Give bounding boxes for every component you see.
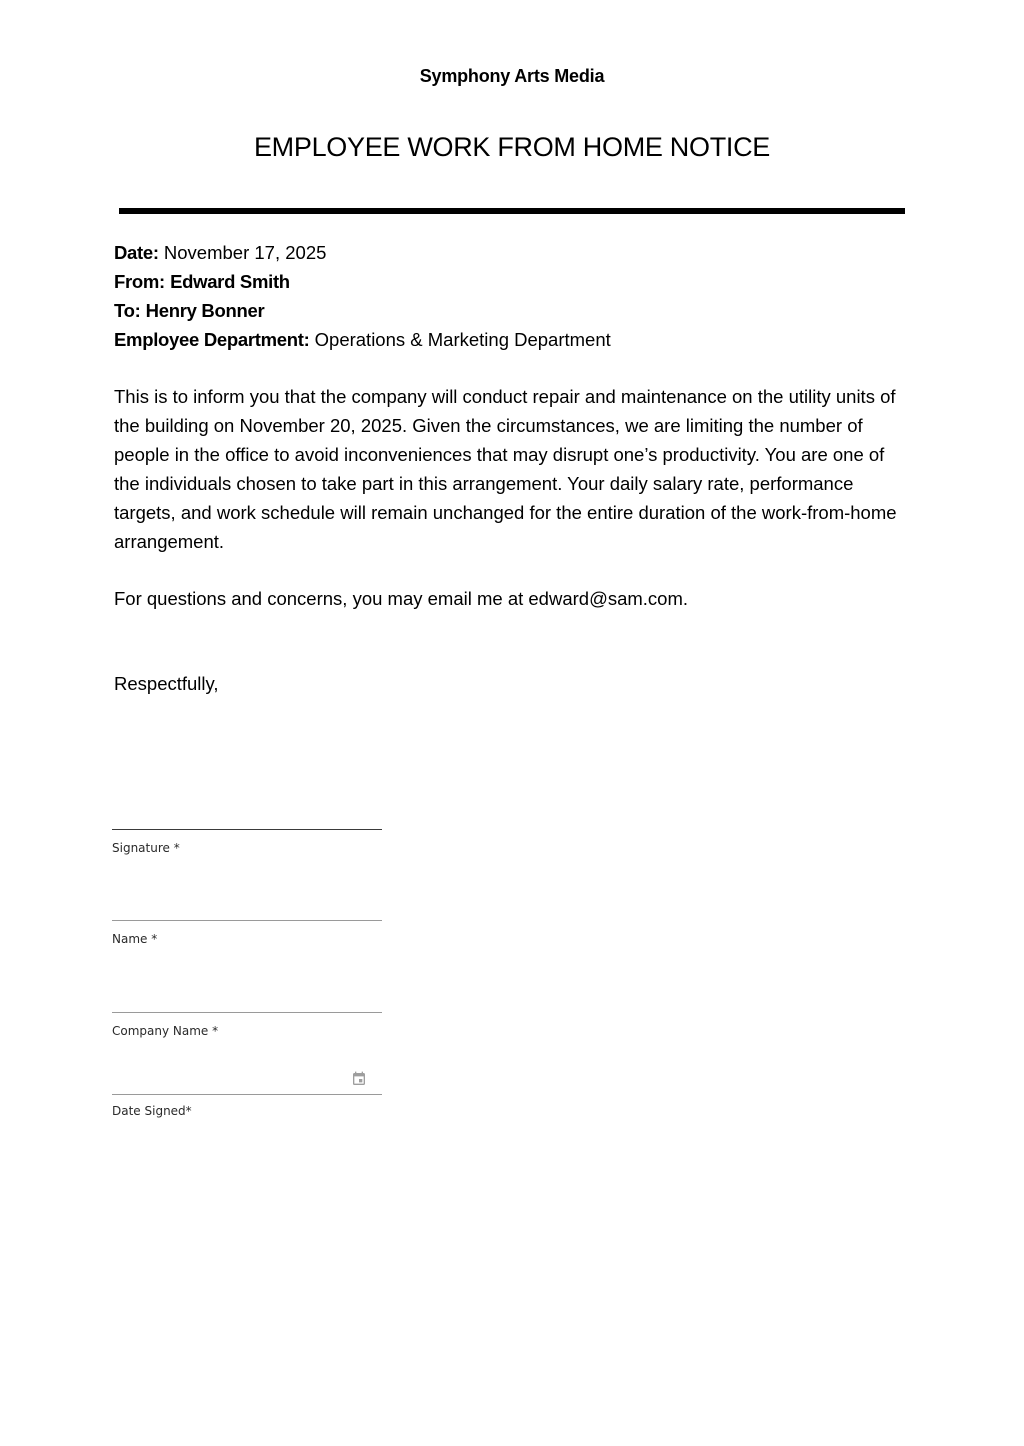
- date-value: November 17, 2025: [163, 242, 327, 263]
- calendar-icon[interactable]: [351, 1071, 367, 1087]
- date-signed-field[interactable]: [112, 1094, 382, 1095]
- name-field[interactable]: [112, 920, 382, 921]
- date-label: Date:: [114, 242, 159, 263]
- department-label: Employee Department:: [114, 329, 310, 350]
- company-name-label: Company Name *: [112, 1024, 219, 1038]
- notice-meta: [114, 238, 914, 354]
- closing-line: Respectfully,: [114, 673, 219, 694]
- company-name: Symphony Arts Media: [419, 66, 605, 86]
- to-value: Henry Bonner: [145, 300, 265, 321]
- name-label: Name *: [112, 932, 158, 946]
- department-value: Operations & Marketing Department: [314, 329, 611, 350]
- date-row: [114, 238, 914, 267]
- title-divider: [119, 208, 905, 214]
- signature-field[interactable]: [112, 829, 382, 830]
- from-value: Edward Smith: [170, 271, 290, 292]
- to-label: To:: [114, 300, 141, 321]
- body-paragraph-2: For questions and concerns, you may email me at edward@sam.com.: [114, 588, 689, 609]
- department-row: [114, 325, 914, 354]
- signature-label: Signature *: [112, 841, 180, 855]
- company-name-field[interactable]: [112, 1012, 382, 1013]
- document-title: EMPLOYEE WORK FROM HOME NOTICE: [253, 132, 771, 162]
- from-row: [114, 267, 914, 296]
- body-paragraph-1: This is to inform you that the company will conduct repair and maintenance on the utility units of the building on November 20, 2025. Given the circumstances, we are limiting the number of people in the office to avoid inconveniences that may disrupt one’s productivity. You are one of the individuals chosen to take part in this arrangement. Your daily salary rate, performance targets, and work schedule will remain unchanged for the entire duration of the work-from-home arrangement.: [114, 386, 897, 552]
- from-label: From:: [114, 271, 165, 292]
- date-signed-label: Date Signed*: [112, 1104, 192, 1118]
- to-row: [114, 296, 914, 325]
